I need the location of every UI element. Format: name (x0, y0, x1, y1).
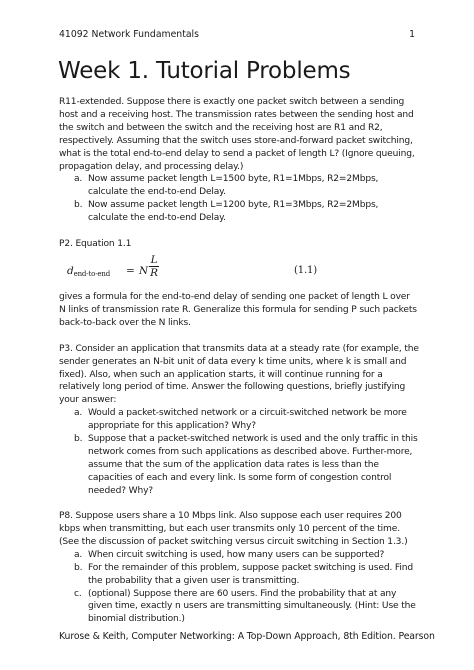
problem-p8-items (59, 549, 419, 626)
list-item-text: Suppose that a packet-switched network is used and the only traffic in this network comes from such applications as described above. Further-more, assume that the sum of the application data rates is less than the capacities of each and every link. Is some form of congestion control needed? Why? (88, 434, 418, 496)
list-marker: b. (74, 562, 83, 573)
equation-lhs-subscript: end-to-end (73, 270, 111, 279)
list-item (59, 199, 419, 225)
problem-r11-text: R11-extended. Suppose there is exactly one packet switch between a sending host and a receiving host. The transmission rates between the sending host and the switch and between the switch and the receiving host are R1 and R2, respectively. Assuming that the switch uses store-and-forward packet switching, what is the total end-to-end delay to send a packet of length L? (Ignore queuing, propagation delay, and processing delay.) (59, 97, 415, 172)
list-item-text: (optional) Suppose there are 60 users. Find the probability that at any given time, exactly n users are transmitting simultaneously. (Hint: Use the binomial distribution.) (88, 588, 416, 625)
list-marker: a. (74, 408, 83, 419)
list-marker: a. (74, 174, 83, 185)
problem-p3-text: P3. Consider an application that transmits data at a steady rate (for example, the sender generates an N-bit unit of data every k time units, where k is small and fixed). Also, when such an application starts, it will continue running for a relatively long period of time. Answer the following questions, briefly justifying your answer: (59, 343, 419, 406)
equation-denominator: R (150, 267, 158, 280)
list-item-text: Now assume packet length L=1200 byte, R1=3Mbps, R2=2Mbps, calculate the end-to-end Delay. (88, 200, 379, 224)
list-marker: b. (74, 200, 83, 211)
list-item-text: For the remainder of this problem, suppose packet switching is used. Find the probability that a given user is transmitting. (88, 562, 413, 586)
problem-p8-text: P8. Suppose users share a 10 Mbps link. Also suppose each user requires 200 kbps when transmitting, but each user transmits only 10 percent of the time. (See the discussion of packet switching versus circuit switching in Section 1.3.) (59, 511, 408, 547)
page-number: 1 (409, 29, 415, 40)
list-item-text: Would a packet-switched network or a circuit-switched network be more appropriate for this application? Why? (88, 408, 407, 432)
list-item (59, 562, 419, 588)
equation-1-1 (59, 252, 419, 288)
equation-tag: (1.1) (294, 265, 317, 277)
problem-p2-label: P2. Equation 1.1 (59, 238, 132, 249)
problem-p3-items (59, 407, 419, 497)
equation-factor: N (139, 265, 149, 278)
problem-r11-items (59, 173, 419, 225)
list-item (59, 433, 419, 498)
equation-fraction (149, 254, 159, 279)
problem-p8 (59, 510, 419, 626)
problem-p2-text: gives a formula for the end-to-end delay of sending one packet of length L over N links of transmission rate R. Generalize this formula for sending P such packets back-to-back over the N links. (59, 292, 417, 329)
course-title: 41092 Network Fundamentals (59, 29, 199, 40)
list-item (59, 173, 419, 199)
list-item-text: When circuit switching is used, how many users can be supported? (88, 549, 385, 560)
page-title: Week 1. Tutorial Problems (58, 58, 351, 84)
problem-p2 (59, 238, 419, 331)
list-marker: a. (74, 549, 83, 560)
problem-p3 (59, 343, 419, 498)
list-marker: b. (74, 434, 83, 445)
equation-lhs (67, 265, 110, 281)
page-header (59, 29, 415, 40)
list-item (59, 549, 419, 562)
equation-equals: = (126, 265, 135, 278)
problem-r11 (59, 96, 419, 225)
document-body (59, 96, 419, 639)
list-item (59, 407, 419, 433)
equation-numerator: L (150, 254, 158, 267)
list-marker: c. (74, 588, 82, 599)
equation-lhs-symbol: d (67, 265, 74, 278)
list-item (59, 588, 419, 627)
page-footer: Kurose & Keith, Computer Networking: A Top-Down Approach, 8th Edition. Pearson (59, 631, 435, 642)
list-item-text: Now assume packet length L=1500 byte, R1=1Mbps, R2=2Mbps, calculate the end-to-end Delay. (88, 174, 379, 198)
